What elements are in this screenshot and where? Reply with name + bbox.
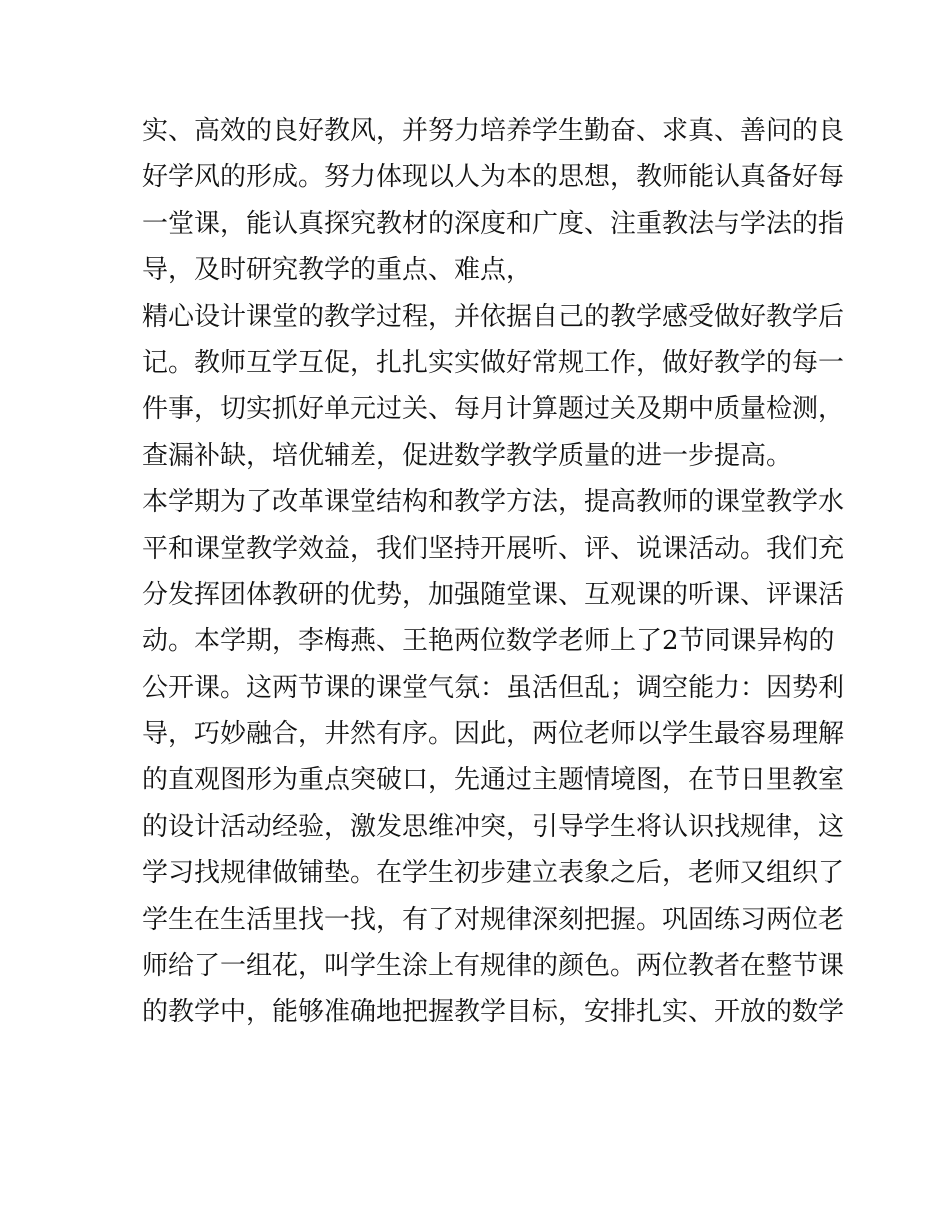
text-line: 公开课。这两节课的课堂气氛：虽活但乱；调空能力：因势利	[142, 672, 845, 703]
text-line: 本学期为了改革课堂结构和教学方法，提高教师的课堂教学水	[142, 487, 845, 518]
text-line: 师给了一组花，叫学生涂上有规律的颜色。两位教者在整节课	[142, 951, 845, 982]
text-line: 的直观图形为重点突破口，先通过主题情境图，在节日里教室	[142, 765, 845, 796]
text-line: 实、高效的良好教风，并努力培养学生勤奋、求真、善问的良	[142, 116, 845, 146]
text-line: 查漏补缺，培优辅差，促进数学教学质量的进一步提高。	[142, 440, 793, 471]
text-line: 导，及时研究教学的重点、难点，	[142, 255, 533, 286]
text-line: 学习找规律做铺垫。在学生初步建立表象之后，老师又组织了	[142, 858, 845, 889]
text-line: 平和课堂教学效益，我们坚持开展听、评、说课活动。我们充	[142, 533, 845, 564]
text-line: 精心设计课堂的教学过程，并依据自己的教学感受做好教学后	[142, 301, 845, 332]
text-line: 学生在生活里找一找，有了对规律深刻把握。巩固练习两位老	[142, 904, 845, 935]
text-line: 的教学中，能够准确地把握教学目标，安排扎实、开放的数学	[142, 997, 845, 1028]
text-line: 动。本学期，李梅燕、王艳两位数学老师上了2节同课异构的	[142, 626, 835, 657]
text-line: 导，巧妙融合，井然有序。因此，两位老师以学生最容易理解	[142, 719, 845, 750]
body-text	[142, 108, 845, 1036]
text-line: 件事，切实抓好单元过关、每月计算题过关及期中质量检测，	[142, 394, 845, 425]
text-line: 好学风的形成。努力体现以人为本的思想，教师能认真备好每	[142, 162, 845, 193]
text-line: 一堂课，能认真探究教材的深度和广度、注重教法与学法的指	[142, 208, 845, 239]
text-line: 分发挥团体教研的优势，加强随堂课、互观课的听课、评课活	[142, 579, 845, 610]
text-line: 记。教师互学互促，扎扎实实做好常规工作，做好教学的每一	[142, 347, 845, 378]
text-line: 的设计活动经验，激发思维冲突，引导学生将认识找规律，这	[142, 811, 845, 842]
